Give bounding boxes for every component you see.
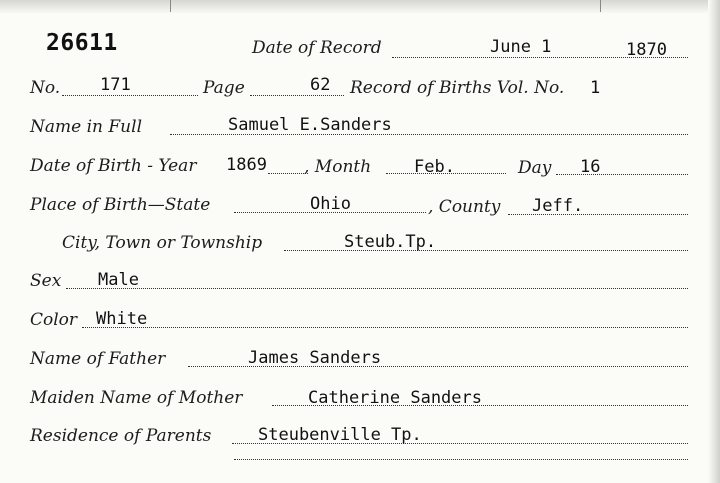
record-no-value: 171 — [100, 75, 131, 95]
mother-label: Maiden Name of Mother — [30, 388, 243, 408]
birth-day-value: 16 — [580, 157, 601, 177]
birth-year-label: Date of Birth - Year — [30, 156, 197, 176]
card-top-edge — [0, 0, 720, 14]
sex-value: Male — [98, 270, 139, 290]
color-line — [82, 327, 688, 328]
record-no-label: No. — [30, 78, 61, 98]
page-line — [250, 95, 344, 96]
record-vol-label: Record of Births Vol. No. — [350, 78, 565, 98]
top-edge-mark — [170, 0, 171, 12]
record-no-line — [62, 95, 198, 96]
birth-state-label: Place of Birth—State — [30, 195, 211, 215]
name-label: Name in Full — [30, 117, 143, 137]
color-value: White — [96, 309, 148, 329]
date-of-record-month-day: June 1 — [490, 37, 552, 57]
residence-extra-line — [234, 459, 688, 460]
birth-city-label: City, Town or Township — [62, 233, 263, 253]
birth-day-label: Day — [518, 158, 552, 178]
birth-county-label: , County — [428, 197, 501, 217]
top-edge-mark — [600, 0, 601, 12]
page-label: Page — [203, 78, 245, 98]
sex-line — [66, 288, 688, 289]
birth-day-line — [556, 174, 688, 175]
name-value: Samuel E.Sanders — [228, 115, 392, 135]
birth-city-value: Steub.Tp. — [344, 232, 437, 252]
sex-label: Sex — [30, 271, 62, 291]
birth-month-label: , Month — [304, 157, 372, 177]
mother-value: Catherine Sanders — [308, 388, 482, 408]
birth-state-value: Ohio — [310, 194, 351, 214]
page-value: 62 — [310, 75, 331, 95]
residence-label: Residence of Parents — [30, 426, 212, 446]
residence-value: Steubenville Tp. — [258, 425, 422, 445]
birth-year-line — [268, 173, 308, 174]
record-vol-value: 1 — [590, 78, 601, 98]
father-value: James Sanders — [248, 348, 382, 368]
birth-month-value: Feb. — [414, 157, 455, 177]
birth-year-value: 1869 — [226, 155, 267, 175]
card-right-edge — [708, 0, 720, 483]
serial-number: 26611 — [46, 30, 118, 56]
color-label: Color — [30, 310, 78, 330]
date-of-record-year: 1870 — [626, 40, 667, 60]
date-of-record-label: Date of Record — [252, 38, 382, 58]
father-label: Name of Father — [30, 349, 166, 369]
birth-county-value: Jeff. — [532, 196, 584, 216]
